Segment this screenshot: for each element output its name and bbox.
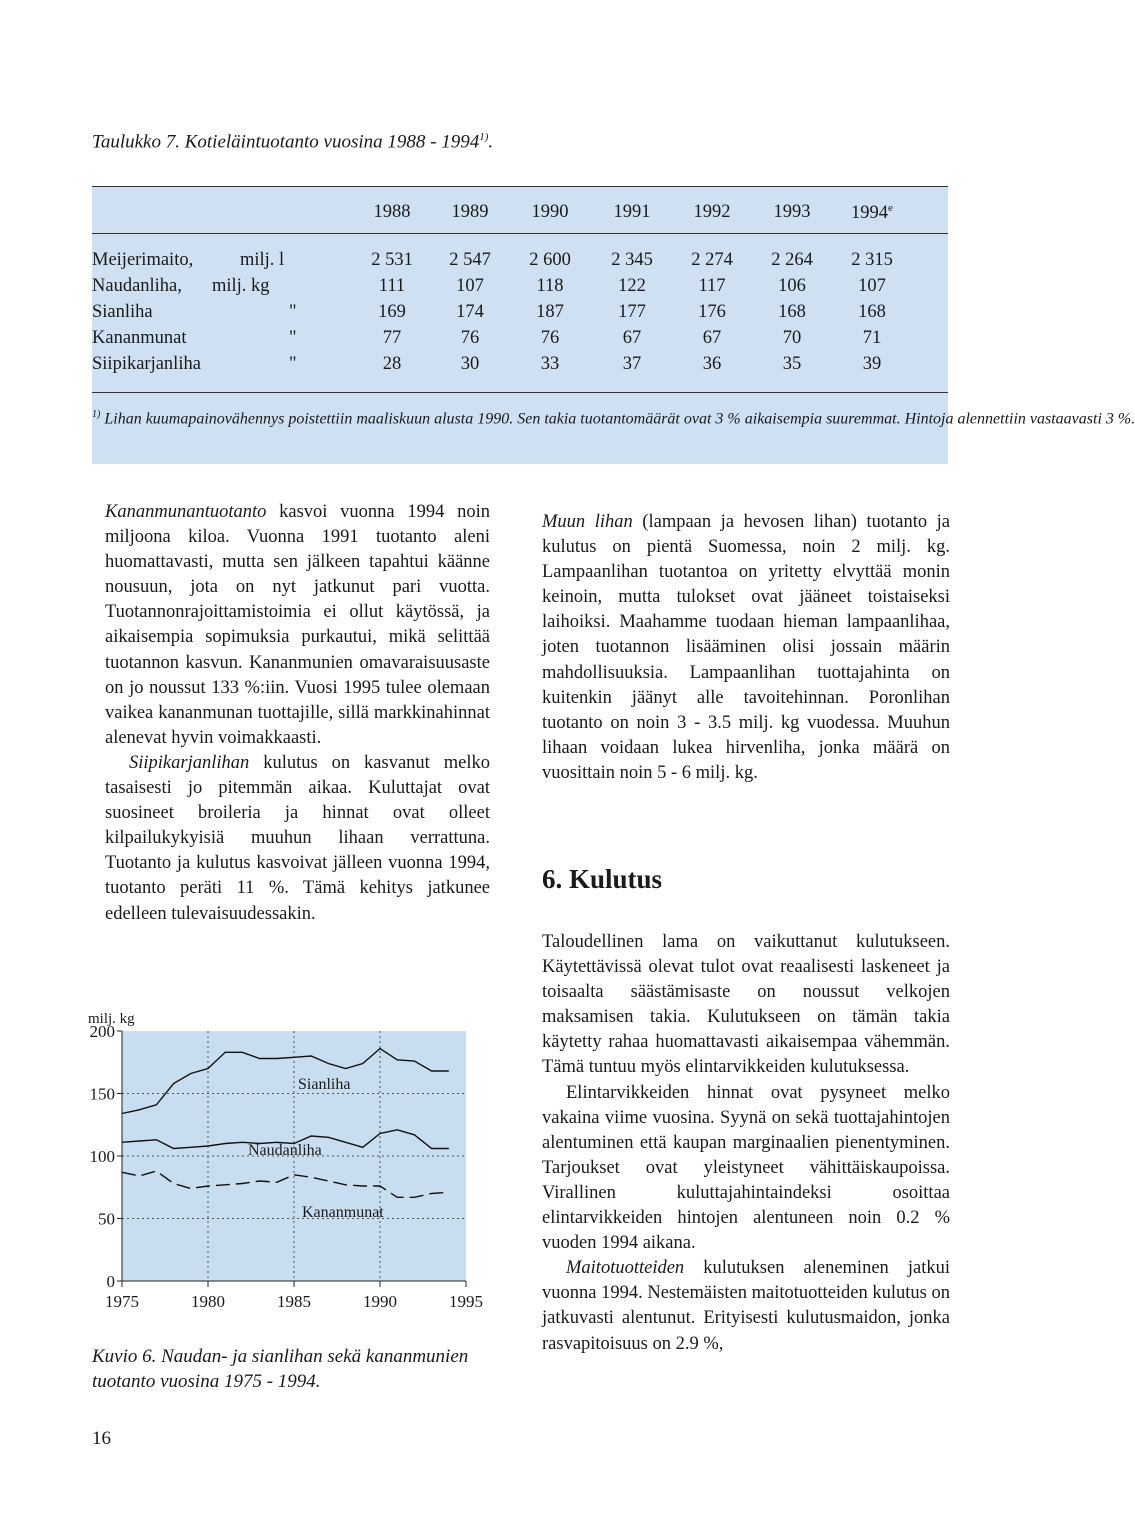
x-tick-label: 1980 bbox=[191, 1292, 225, 1311]
table-cell: 187 bbox=[536, 302, 564, 322]
table-cell: 76 bbox=[540, 328, 560, 348]
table-cell: 111 bbox=[378, 276, 406, 296]
estimate-mark: e bbox=[888, 202, 893, 214]
table-cell: 36 bbox=[702, 354, 722, 374]
year-label: 1988 bbox=[373, 202, 411, 222]
paragraph-body: kulutuksen aleneminen jatkui vuonna 1994. Nestemäisten maitotuotteiden kulutus on jatkuvasti alentunut. Erityisesti kulutusmaidon, jonka rasvapitoisuus on 2.9 %, bbox=[542, 1258, 950, 1354]
row-label: Sianliha bbox=[92, 302, 153, 322]
page-number: 16 bbox=[92, 1428, 111, 1449]
table-cell: 169 bbox=[378, 302, 406, 322]
y-tick-label: 50 bbox=[98, 1209, 115, 1229]
row-unit: " bbox=[289, 354, 297, 374]
table-cell: 2 345 bbox=[611, 250, 653, 270]
y-tick-label: 0 bbox=[106, 1272, 115, 1291]
paragraph-hinnat: Elintarvikkeiden hinnat ovat pysyneet melko vakaina viime vuosina. Syynä on sekä tuottajahintojen alentuminen että kaupan marginaalien pienentyminen. Tarjoukset ovat yleistyneet vähittäiskaupoissa. Virallinen kuluttajahintaindeksi osoittaa elintarvikkeiden hintojen alentuneen noin 0.2 % vuoden 1994 aikana. bbox=[542, 1082, 950, 1254]
year-label: 1991 bbox=[613, 202, 651, 222]
table-cell: 67 bbox=[622, 328, 642, 348]
year-label: 1994 bbox=[851, 203, 889, 224]
table-cell: 176 bbox=[698, 302, 726, 322]
series-label: Kananmunat bbox=[302, 1204, 384, 1221]
row-label: Meijerimaito, bbox=[92, 250, 194, 270]
table-cell: 2 531 bbox=[371, 250, 413, 270]
row-unit: milj. kg bbox=[212, 276, 270, 296]
table-cell: 77 bbox=[382, 328, 402, 348]
year-header bbox=[435, 202, 505, 223]
paragraph-body: kasvoi vuonna 1994 noin miljoona kiloa. Vuonna 1991 tuotanto aleni huomattavasti, mutta sen jälkeen tapahtui käänne nousuun, jota on nyt jatkunut pari vuotta. Tuotannonrajoittamistoimia ei ollut käytössä, ja aikaisempia sopimuksia purkautui, mikä selittää tuotannon kasvun. Kananmunien omavaraisuusaste on jo noussut 133 %:iin. Vuosi 1995 tulee olemaan vaikea kananmunan tuottajille, sillä markkinahinnat alenevat hyvin voimakkaasti. bbox=[105, 502, 490, 748]
row-label: Siipikarjanliha bbox=[92, 354, 201, 374]
row-unit: milj. l bbox=[240, 250, 285, 270]
table-cell: 39 bbox=[862, 354, 882, 374]
table-caption-end: . bbox=[488, 131, 494, 153]
year-header bbox=[757, 202, 827, 223]
table-header-rule bbox=[92, 233, 948, 234]
table-cell: 2 547 bbox=[449, 250, 491, 270]
table-cell: 2 274 bbox=[691, 250, 733, 270]
y-tick-label: 150 bbox=[89, 1084, 115, 1104]
table-cell: 35 bbox=[782, 354, 802, 374]
year-header bbox=[597, 202, 667, 223]
paragraph-kananmunat bbox=[105, 500, 490, 751]
table-footnote bbox=[92, 404, 1135, 430]
paragraph-lead-term: Siipikarjanlihan bbox=[129, 752, 250, 773]
section-heading: 6. Kulutus bbox=[542, 864, 663, 894]
right-text-column-bottom bbox=[542, 930, 950, 1357]
production-chart bbox=[80, 1005, 500, 1315]
table-cell: 118 bbox=[536, 276, 564, 296]
table-cell: 76 bbox=[460, 328, 480, 348]
table-caption-footnote-mark: 1) bbox=[479, 131, 489, 143]
year-header bbox=[677, 202, 747, 223]
table-cell: 33 bbox=[540, 354, 560, 374]
table-cell: 117 bbox=[698, 276, 726, 296]
table-cell: 30 bbox=[460, 354, 480, 374]
table-cell: 107 bbox=[456, 276, 484, 296]
table-cell: 2 600 bbox=[529, 250, 571, 270]
paragraph-lead-term: Kananmunantuotanto bbox=[105, 502, 267, 522]
paragraph-maitotuotteet bbox=[542, 1256, 950, 1356]
table-caption bbox=[92, 131, 493, 153]
table-cell: 67 bbox=[702, 328, 722, 348]
row-label: Kananmunat bbox=[92, 328, 187, 348]
year-header bbox=[515, 202, 585, 223]
paragraph-lama: Taloudellinen lama on vaikuttanut kulutukseen. Käytettävissä olevat tulot ovat reaalisesti laskeneet ja toisaalta säästämisaste on noussut velkojen maksamisen takia. Kulutukseen on tämän takia käytetty rahaa huomattavasti aikaisempaa vähemmän. Tämä tuntuu myös elintarvikkeiden kulutuksessa. bbox=[542, 932, 950, 1078]
year-header bbox=[837, 202, 907, 224]
table-cell: 2 315 bbox=[851, 250, 893, 270]
paragraph-lead-term: Maitotuotteiden bbox=[566, 1258, 685, 1279]
table-cell: 106 bbox=[778, 276, 806, 296]
left-text-column bbox=[105, 500, 490, 927]
table-cell: 28 bbox=[382, 354, 402, 374]
table-top-rule bbox=[92, 186, 948, 187]
series-label: Sianliha bbox=[298, 1076, 351, 1093]
table-cell: 107 bbox=[858, 276, 886, 296]
x-tick-label: 1985 bbox=[277, 1292, 311, 1311]
row-label: Naudanliha, bbox=[92, 276, 182, 296]
year-label: 1992 bbox=[693, 202, 731, 222]
footnote-text: Lihan kuumapainovähennys poistettiin maaliskuun alusta 1990. Sen takia tuotantomäärät ovat 3 % aikaisempia suuremmat. Hintoja alennettiin vastaavasti 3 %. bbox=[104, 410, 1135, 428]
table-cell: 2 264 bbox=[771, 250, 813, 270]
year-label: 1989 bbox=[451, 202, 489, 222]
row-unit: " bbox=[289, 328, 297, 348]
table-cell: 168 bbox=[858, 302, 886, 322]
paragraph-body: kulutus on kasvanut melko tasaisesti jo pitemmän aikaa. Kuluttajat ovat suosineet broileria ja hinnat ovat olleet kilpailukykyisiä muuhun lihaan verrattuna. Tuotanto ja kulutus kasvoivat jälleen vuonna 1994, tuotanto peräti 11 %. Tämä kehitys jatkunee edelleen tulevaisuudessakin. bbox=[105, 752, 490, 924]
series-label: Naudanliha bbox=[248, 1142, 322, 1159]
production-table bbox=[92, 186, 1135, 464]
table-cell: 168 bbox=[778, 302, 806, 322]
table-cell: 177 bbox=[618, 302, 646, 322]
x-tick-label: 1995 bbox=[449, 1292, 483, 1311]
row-unit: " bbox=[289, 302, 297, 322]
table-cell: 122 bbox=[618, 276, 646, 296]
paragraph-muu-liha bbox=[542, 510, 950, 786]
table-cell: 70 bbox=[782, 328, 802, 348]
paragraph-body: (lampaan ja hevosen lihan) tuotanto ja kulutus on pientä Suomessa, noin 2 milj. kg. Lampaanlihan tuotantoa on yritetty elvyttää monin keinoin, mutta tulokset ovat jääneet toistaiseksi laihoiksi. Maahamme tuodaan hieman lampaanlihaa, joten tuotannon lisääminen olisi jossain määrin mahdollisuuksia. Lampaanlihan tuottajahinta on kuitenkin jäänyt alle tavoitehinnan. Poronlihan tuotanto on noin 3 - 3.5 milj. kg vuodessa. Muuhun lihaan voidaan lukea hirvenliha, jonka määrä on vuosittain noin 5 - 6 milj. kg. bbox=[542, 512, 950, 783]
year-label: 1990 bbox=[531, 202, 569, 222]
x-tick-label: 1975 bbox=[105, 1292, 139, 1311]
y-tick-label: 200 bbox=[89, 1022, 115, 1041]
table-cell: 71 bbox=[862, 328, 882, 348]
year-label: 1993 bbox=[773, 202, 811, 222]
table-cell: 37 bbox=[622, 354, 642, 374]
table-cell: 174 bbox=[456, 302, 484, 322]
paragraph-lead-term: Muun lihan bbox=[542, 512, 633, 532]
year-header bbox=[357, 202, 427, 223]
footnote-mark: 1) bbox=[92, 409, 101, 420]
figure-caption: Kuvio 6. Naudan- ja sianlihan sekä kananmunien tuotanto vuosina 1975 - 1994. bbox=[92, 1346, 469, 1392]
y-axis-label: milj. kg bbox=[88, 1011, 135, 1027]
right-text-column-top bbox=[542, 510, 950, 786]
line-chart-svg bbox=[80, 1005, 500, 1315]
paragraph-siipikarjanliha bbox=[105, 751, 490, 927]
table-bottom-rule bbox=[92, 392, 948, 393]
table-caption-text: Taulukko 7. Kotieläintuotanto vuosina 1988 - 1994 bbox=[92, 131, 480, 153]
x-tick-label: 1990 bbox=[363, 1292, 397, 1311]
y-tick-label: 100 bbox=[89, 1147, 115, 1166]
